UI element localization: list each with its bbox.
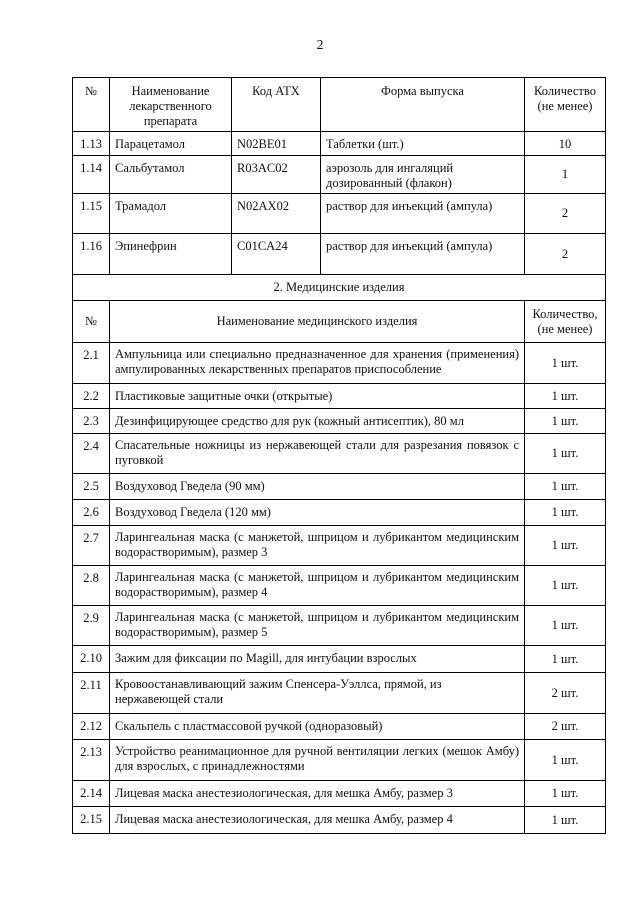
drug-atx: C01CA24 [232,234,321,275]
device-qty: 1 шт. [525,343,606,384]
device-name: Ларингеальная маска (с манжетой, шприцом и лубрикантом медицинским водорастворимым), размер 5 [110,606,525,646]
section-title: 2. Медицинские изделия [73,275,606,301]
device-row [73,434,606,474]
device-row [73,606,606,646]
drug-qty: 2 [525,234,606,275]
device-qty: 2 шт. [525,714,606,740]
device-num: 2.15 [73,807,110,834]
drug-row [73,156,606,194]
device-num: 2.10 [73,646,110,673]
device-qty: 1 шт. [525,434,606,474]
drug-num: 1.15 [73,194,110,234]
device-num: 2.5 [73,474,110,500]
section-title-row [73,275,606,301]
drug-name: Эпинефрин [110,234,232,275]
device-name: Кровоостанавливающий зажим Спенсера-Уэллса, прямой, из нержавеющей стали [110,673,525,714]
device-row [73,474,606,500]
drug-row [73,234,606,275]
device-qty: 1 шт. [525,646,606,673]
device-row [73,714,606,740]
device-name: Воздуховод Гведела (90 мм) [110,474,525,500]
devices-header-row [73,301,606,343]
device-row [73,781,606,807]
device-num: 2.6 [73,500,110,526]
device-qty: 1 шт. [525,566,606,606]
device-qty: 1 шт. [525,409,606,434]
header-drug-name: Наименование лекарственного препарата [110,78,232,132]
device-name: Устройство реанимационное для ручной вентиляции легких (мешок Амбу) для взрослых, с принадлежностями [110,740,525,781]
device-qty: 1 шт. [525,606,606,646]
device-row [73,384,606,409]
header-num: № [73,78,110,132]
drug-num: 1.16 [73,234,110,275]
device-qty: 1 шт. [525,740,606,781]
drug-atx: N02AX02 [232,194,321,234]
device-row [73,343,606,384]
drug-row [73,194,606,234]
device-row [73,566,606,606]
device-name: Спасательные ножницы из нержавеющей стали для разрезания повязок с пуговкой [110,434,525,474]
device-name: Скальпель с пластмассовой ручкой (одноразовый) [110,714,525,740]
drug-qty: 1 [525,156,606,194]
device-qty: 1 шт. [525,384,606,409]
header-device-name: Наименование медицинского изделия [110,301,525,343]
device-num: 2.4 [73,434,110,474]
drug-qty: 2 [525,194,606,234]
device-name: Воздуховод Гведела (120 мм) [110,500,525,526]
device-num: 2.3 [73,409,110,434]
header-num: № [73,301,110,343]
device-qty: 1 шт. [525,500,606,526]
device-qty: 1 шт. [525,526,606,566]
drug-form: раствор для инъекций (ампула) [321,194,525,234]
drug-form: аэрозоль для ингаляций дозированный (флакон) [321,156,525,194]
header-quantity: Количество (не менее) [525,78,606,132]
device-qty: 1 шт. [525,474,606,500]
device-num: 2.14 [73,781,110,807]
drug-atx: N02BE01 [232,132,321,156]
device-row [73,807,606,834]
device-num: 2.1 [73,343,110,384]
device-qty: 2 шт. [525,673,606,714]
device-num: 2.2 [73,384,110,409]
drug-name: Парацетамол [110,132,232,156]
device-num: 2.13 [73,740,110,781]
drug-atx: R03AC02 [232,156,321,194]
device-row [73,409,606,434]
supplies-table [72,77,606,834]
page-number: 2 [316,38,324,53]
device-qty: 1 шт. [525,781,606,807]
device-name: Ампульница или специально предназначенное для хранения (применения) ампулированных лекарственных препаратов приспособление [110,343,525,384]
drug-num: 1.14 [73,156,110,194]
drugs-header-row [73,78,606,132]
device-name: Зажим для фиксации по Magill, для интубации взрослых [110,646,525,673]
drug-row [73,132,606,156]
device-name: Лицевая маска анестезиологическая, для мешка Амбу, размер 4 [110,807,525,834]
header-atx-code: Код АТХ [232,78,321,132]
header-release-form: Форма выпуска [321,78,525,132]
device-num: 2.8 [73,566,110,606]
device-num: 2.11 [73,673,110,714]
device-qty: 1 шт. [525,807,606,834]
device-num: 2.9 [73,606,110,646]
device-name: Ларингеальная маска (с манжетой, шприцом и лубрикантом медицинским водорастворимым), размер 4 [110,566,525,606]
header-quantity: Количество, (не менее) [525,301,606,343]
device-row [73,673,606,714]
device-num: 2.7 [73,526,110,566]
device-name: Дезинфицирующее средство для рук (кожный антисептик), 80 мл [110,409,525,434]
device-num: 2.12 [73,714,110,740]
device-name: Пластиковые защитные очки (открытые) [110,384,525,409]
device-row [73,500,606,526]
device-row [73,740,606,781]
drug-form: Таблетки (шт.) [321,132,525,156]
device-row [73,646,606,673]
drug-name: Сальбутамол [110,156,232,194]
device-name: Ларингеальная маска (с манжетой, шприцом и лубрикантом медицинским водорастворимым), размер 3 [110,526,525,566]
drug-num: 1.13 [73,132,110,156]
drug-name: Трамадол [110,194,232,234]
drug-qty: 10 [525,132,606,156]
device-row [73,526,606,566]
device-name: Лицевая маска анестезиологическая, для мешка Амбу, размер 3 [110,781,525,807]
drug-form: раствор для инъекций (ампула) [321,234,525,275]
